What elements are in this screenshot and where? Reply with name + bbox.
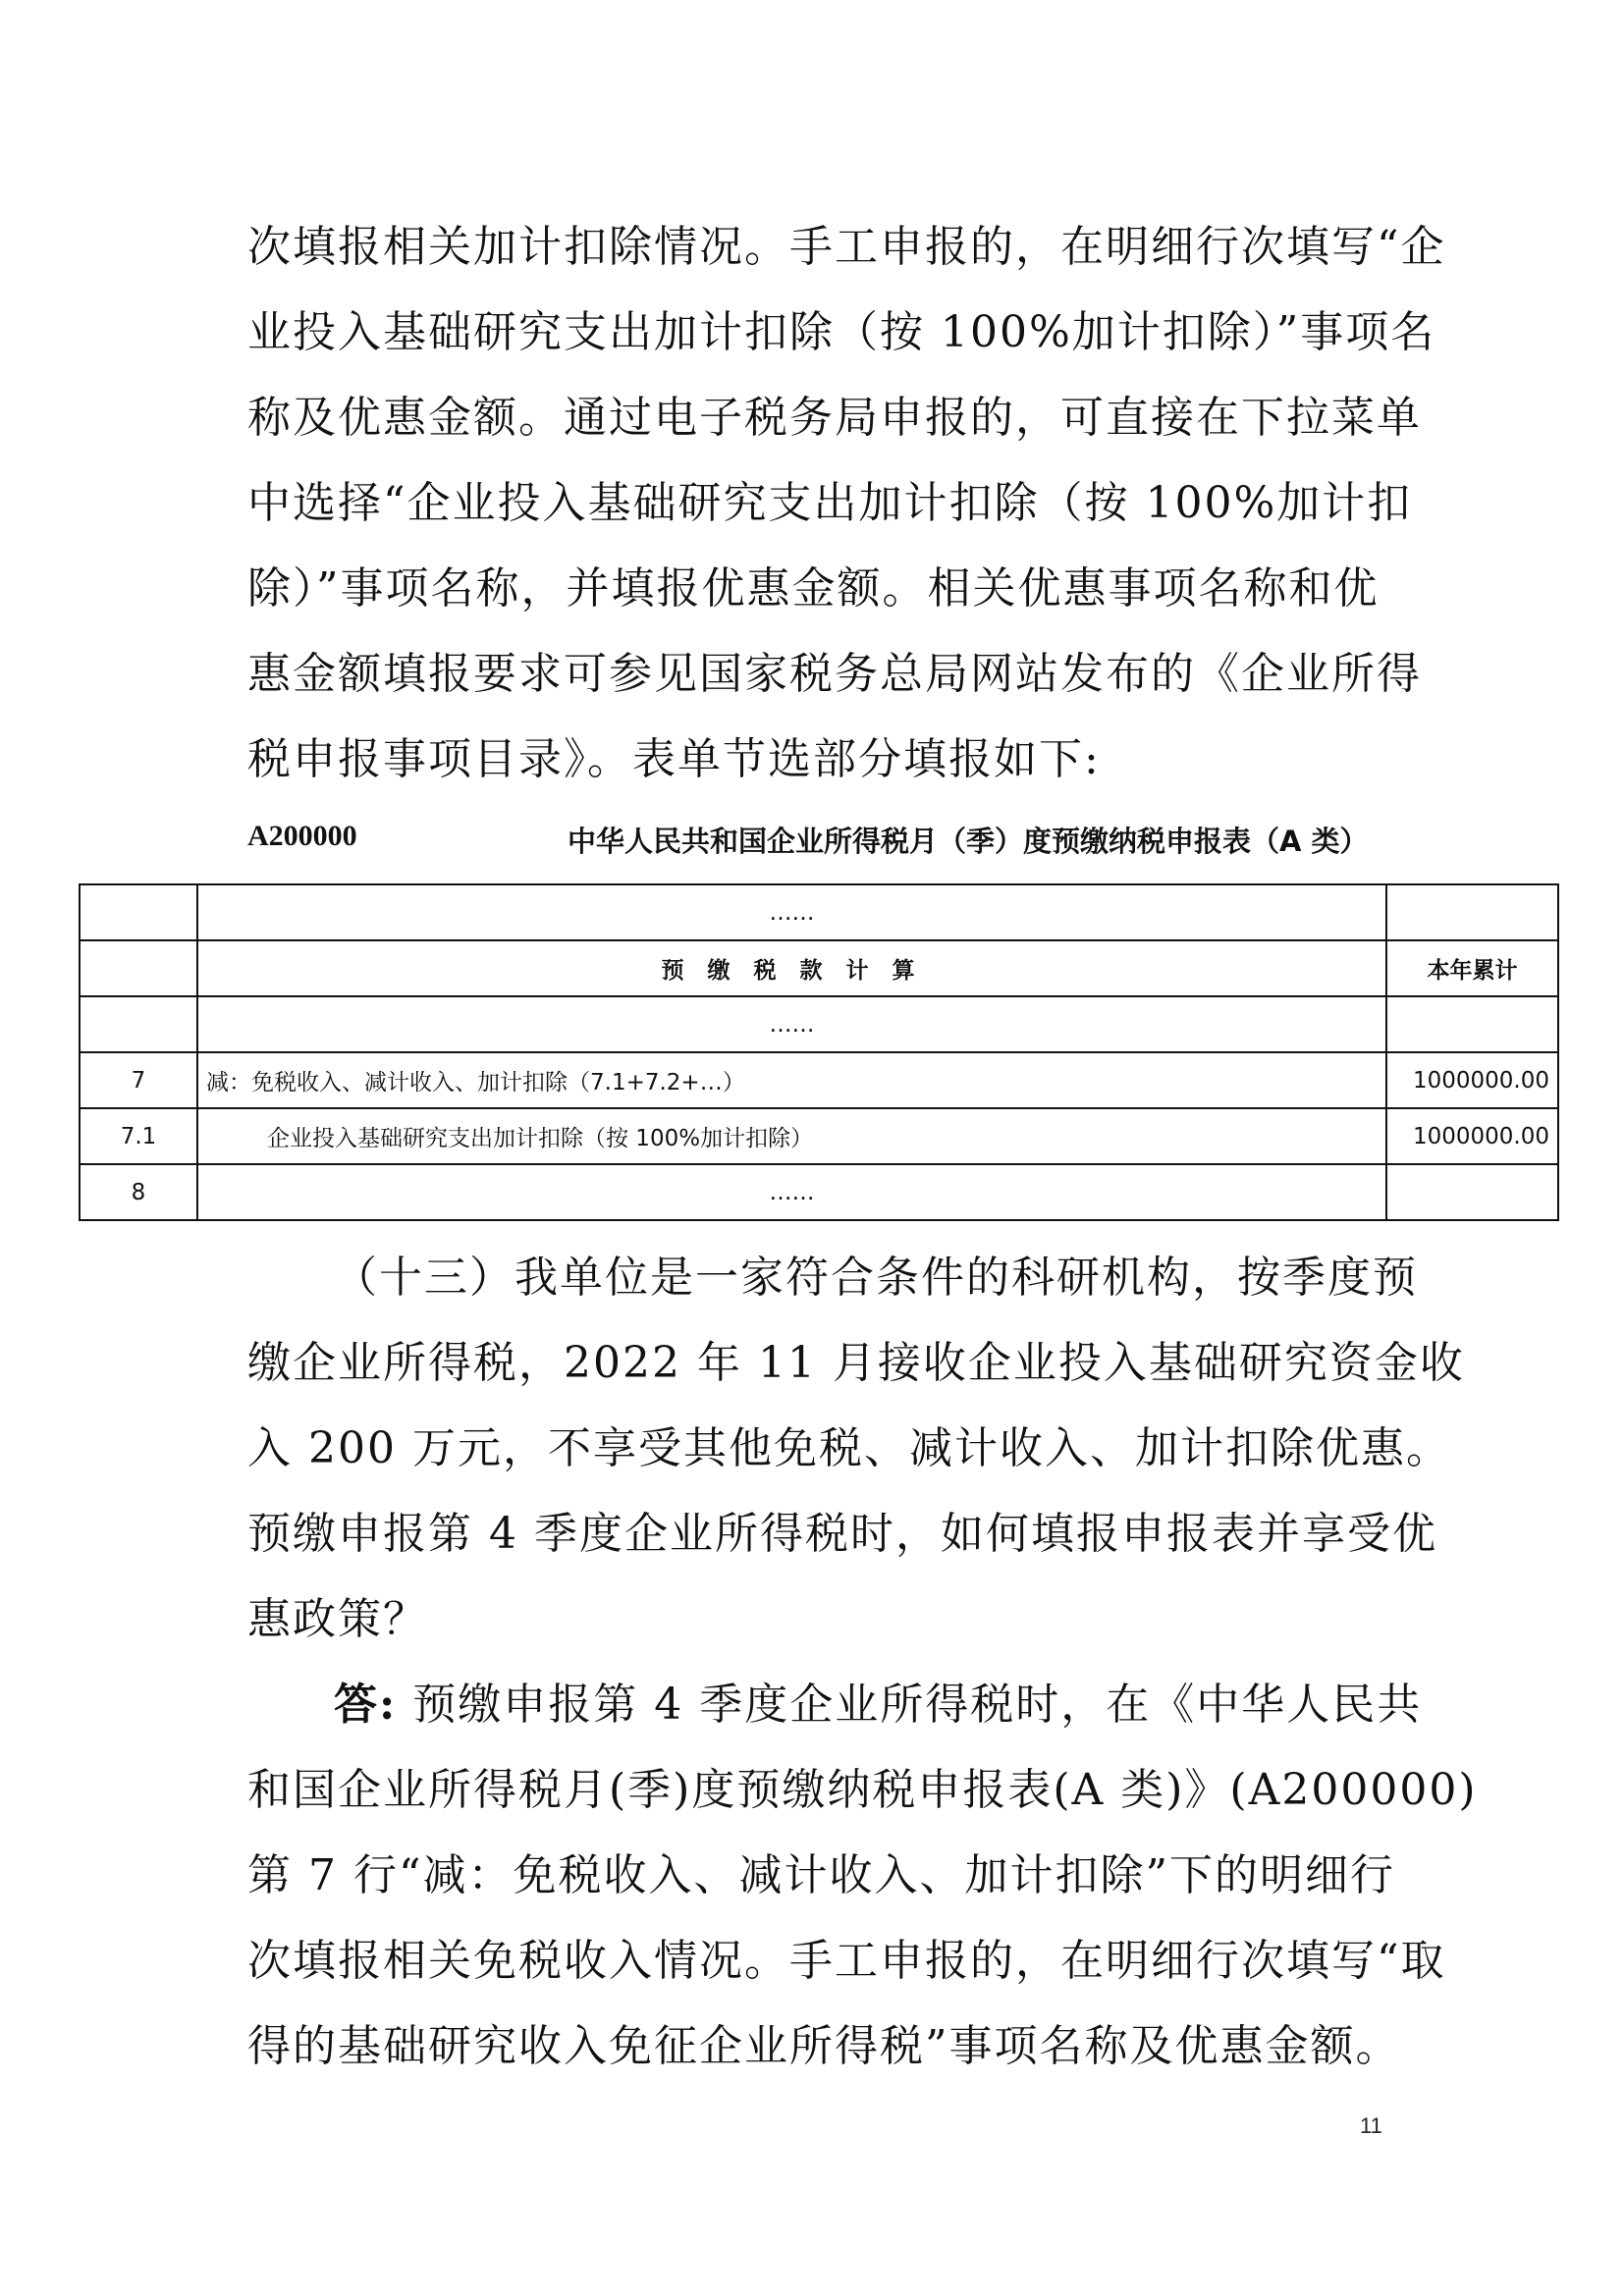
row-item: …… (197, 884, 1386, 940)
table-header-row (80, 940, 1558, 996)
text-line: 次填报相关免税收入情况。手工申报的，在明细行次填写“取 (247, 1936, 1446, 1986)
text-line: 惠金额填报要求可参见国家税务总局网站发布的《企业所得 (247, 649, 1422, 699)
section-header: 预 缴 税 款 计 算 (197, 940, 1386, 996)
text-line: 预缴申报第 4 季度企业所得税时，如何填报申报表并享受优 (247, 1509, 1437, 1559)
row-item: 减：免税收入、减计收入、加计扣除（7.1+7.2+…） (197, 1052, 1386, 1108)
text-line: 次填报相关加计扣除情况。手工申报的，在明细行次填写“企 (247, 222, 1446, 272)
paragraph-question (247, 1235, 1465, 1662)
row-number: 8 (80, 1164, 197, 1220)
form-title: 中华人民共和国企业所得税月（季）度预缴纳税申报表（A 类） (568, 825, 1369, 858)
row-item: …… (197, 996, 1386, 1052)
row-item: 企业投入基础研究支出加计扣除（按 100%加计扣除） (197, 1108, 1386, 1164)
text-line: 税申报事项目录》。表单节选部分填报如下: (247, 734, 1101, 784)
row-number (80, 940, 197, 996)
table-row (80, 1108, 1558, 1164)
text-line: 预缴申报第 4 季度企业所得税时，在《中华人民共 (412, 1680, 1423, 1730)
text-line: 入 200 万元，不享受其他免税、减计收入、加计扣除优惠。 (247, 1423, 1451, 1473)
tax-form-table (79, 883, 1559, 1221)
table-row (80, 996, 1558, 1052)
row-number: 7.1 (80, 1108, 197, 1164)
row-amount (1386, 884, 1558, 940)
table-row (80, 1052, 1558, 1108)
table-row (80, 884, 1558, 940)
text-line: 业投入基础研究支出加计扣除（按 100%加计扣除）”事项名 (247, 307, 1436, 357)
row-number: 7 (80, 1052, 197, 1108)
column-header-amount: 本年累计 (1386, 940, 1558, 996)
row-item: …… (197, 1164, 1386, 1220)
answer-label: 答: (334, 1680, 398, 1730)
row-amount (1386, 996, 1558, 1052)
row-amount (1386, 1164, 1558, 1220)
row-amount: 1000000.00 (1386, 1052, 1558, 1108)
text-line: 第 7 行“减：免税收入、减计收入、加计扣除”下的明细行 (247, 1850, 1395, 1900)
text-line: 惠政策？ (247, 1594, 428, 1644)
text-line: （十三）我单位是一家符合条件的科研机构，按季度预 (334, 1253, 1418, 1303)
table-row (80, 1164, 1558, 1220)
text-line: 中选择“企业投入基础研究支出加计扣除（按 100%加计扣 (247, 478, 1413, 528)
row-number (80, 996, 197, 1052)
paragraph-answer (247, 1662, 1478, 2089)
row-number (80, 884, 197, 940)
row-amount: 1000000.00 (1386, 1108, 1558, 1164)
text-line: 除）”事项名称，并填报优惠金额。相关优惠事项名称和优 (247, 563, 1380, 614)
text-line: 缴企业所得税，2022 年 11 月接收企业投入基础研究资金收 (247, 1338, 1465, 1388)
text-line: 和国企业所得税月(季)度预缴纳税申报表(A 类)》(A200000) (247, 1765, 1478, 1815)
text-line: 得的基础研究收入免征企业所得税”事项名称及优惠金额。 (247, 2021, 1401, 2071)
page-number: 11 (1360, 2113, 1382, 2138)
form-code: A200000 (247, 820, 357, 852)
paragraph-intro (247, 204, 1446, 802)
text-line: 称及优惠金额。通过电子税务局申报的，可直接在下拉菜单 (247, 393, 1422, 443)
